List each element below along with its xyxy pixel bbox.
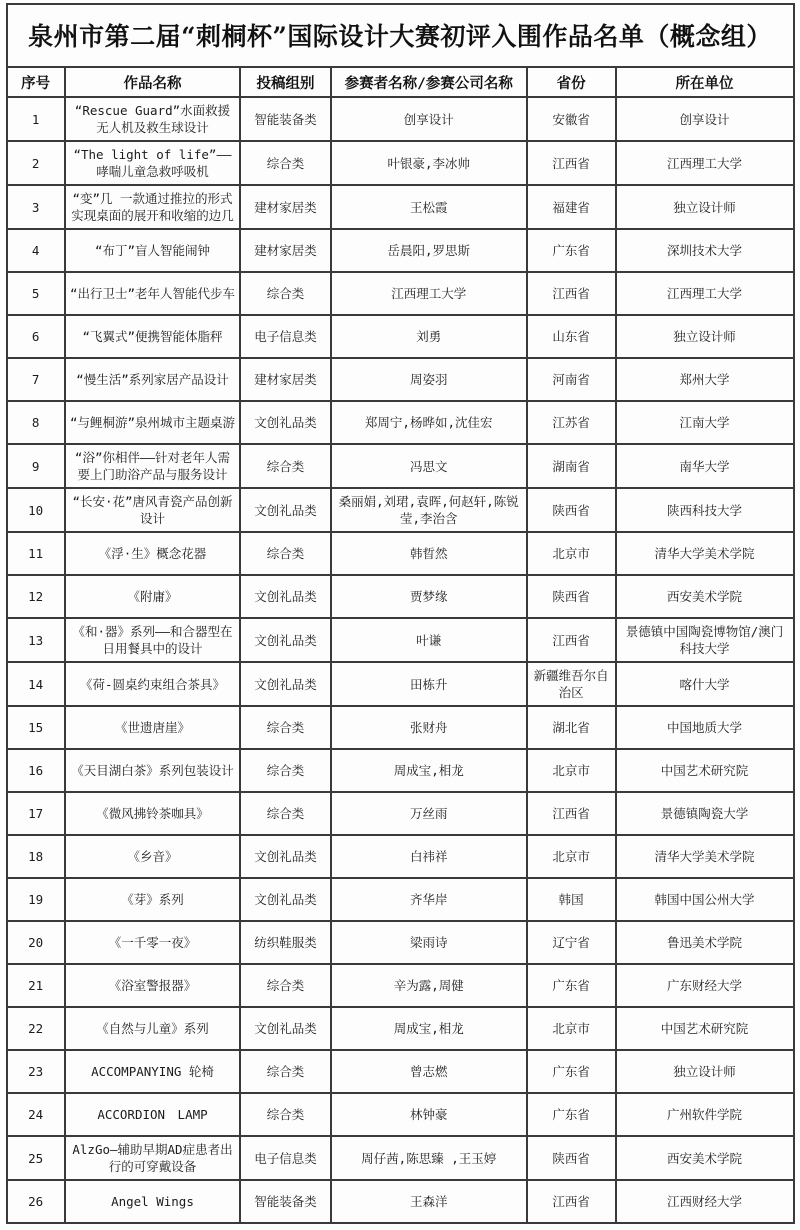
- cell-province: 新疆维吾尔自治区: [527, 662, 616, 706]
- cell-category: 文创礼品类: [240, 835, 331, 878]
- cell-category: 电子信息类: [240, 315, 331, 358]
- col-header-category: 投稿组别: [240, 67, 331, 97]
- col-header-province: 省份: [527, 67, 616, 97]
- table-row: [7, 706, 794, 749]
- cell-participant: 万丝雨: [331, 792, 527, 835]
- cell-index: 20: [7, 921, 65, 964]
- table-row: [7, 575, 794, 618]
- cell-category: 综合类: [240, 1093, 331, 1136]
- cell-work-name: “布丁”盲人智能闹钟: [65, 229, 241, 272]
- cell-province: 北京市: [527, 1007, 616, 1050]
- cell-participant: 王松霞: [331, 185, 527, 229]
- cell-work-name: “与鲤桐游”泉州城市主题桌游: [65, 401, 241, 444]
- cell-work-name: ACCOMPANYING 轮椅: [65, 1050, 241, 1093]
- cell-work-name: 《世遗唐崖》: [65, 706, 241, 749]
- cell-province: 广东省: [527, 1093, 616, 1136]
- cell-category: 文创礼品类: [240, 878, 331, 921]
- cell-unit: 广州软件学院: [616, 1093, 794, 1136]
- cell-work-name: 《天目湖白茶》系列包装设计: [65, 749, 241, 792]
- entries-table: [6, 66, 795, 1224]
- cell-work-name: Angel Wings: [65, 1180, 241, 1223]
- cell-province: 广东省: [527, 964, 616, 1007]
- cell-participant: 周成宝,相龙: [331, 749, 527, 792]
- cell-province: 广东省: [527, 1050, 616, 1093]
- cell-category: 智能装备类: [240, 1180, 331, 1223]
- table-row: [7, 444, 794, 488]
- cell-unit: 景德镇陶瓷大学: [616, 792, 794, 835]
- cell-participant: 江西理工大学: [331, 272, 527, 315]
- header-row: [7, 67, 794, 97]
- cell-province: 北京市: [527, 749, 616, 792]
- cell-work-name: 《浮·生》概念花器: [65, 532, 241, 575]
- cell-unit: 江西财经大学: [616, 1180, 794, 1223]
- cell-participant: 岳晨阳,罗思斯: [331, 229, 527, 272]
- cell-index: 22: [7, 1007, 65, 1050]
- cell-index: 7: [7, 358, 65, 401]
- cell-category: 文创礼品类: [240, 662, 331, 706]
- cell-province: 北京市: [527, 835, 616, 878]
- cell-participant: 刘勇: [331, 315, 527, 358]
- cell-work-name: “Rescue Guard”水面救援无人机及救生球设计: [65, 97, 241, 141]
- table-row: [7, 1136, 794, 1180]
- table-row: [7, 1007, 794, 1050]
- table-row: [7, 272, 794, 315]
- cell-index: 1: [7, 97, 65, 141]
- table-row: [7, 401, 794, 444]
- cell-index: 23: [7, 1050, 65, 1093]
- cell-index: 16: [7, 749, 65, 792]
- cell-index: 12: [7, 575, 65, 618]
- cell-participant: 创享设计: [331, 97, 527, 141]
- cell-participant: 叶银豪,李冰帅: [331, 141, 527, 185]
- table-row: [7, 358, 794, 401]
- cell-work-name: 《附庸》: [65, 575, 241, 618]
- table-row: [7, 921, 794, 964]
- cell-unit: 郑州大学: [616, 358, 794, 401]
- col-header-participant: 参赛者名称/参赛公司名称: [331, 67, 527, 97]
- table-row: [7, 749, 794, 792]
- cell-index: 14: [7, 662, 65, 706]
- cell-work-name: 《自然与儿童》系列: [65, 1007, 241, 1050]
- table-row: [7, 488, 794, 532]
- cell-index: 24: [7, 1093, 65, 1136]
- cell-category: 纺织鞋服类: [240, 921, 331, 964]
- cell-category: 综合类: [240, 706, 331, 749]
- table-row: [7, 835, 794, 878]
- table-row: [7, 315, 794, 358]
- cell-category: 建材家居类: [240, 358, 331, 401]
- cell-category: 文创礼品类: [240, 575, 331, 618]
- cell-province: 江苏省: [527, 401, 616, 444]
- cell-province: 安徽省: [527, 97, 616, 141]
- cell-unit: 清华大学美术学院: [616, 835, 794, 878]
- cell-index: 8: [7, 401, 65, 444]
- cell-province: 江西省: [527, 792, 616, 835]
- document-sheet: [6, 3, 795, 1224]
- cell-category: 建材家居类: [240, 229, 331, 272]
- cell-unit: 中国地质大学: [616, 706, 794, 749]
- cell-unit: 景德镇中国陶瓷博物馆/澳门科技大学: [616, 618, 794, 662]
- cell-participant: 冯思文: [331, 444, 527, 488]
- table-body: [7, 97, 794, 1223]
- cell-province: 江西省: [527, 1180, 616, 1223]
- cell-unit: 喀什大学: [616, 662, 794, 706]
- cell-index: 17: [7, 792, 65, 835]
- cell-province: 陕西省: [527, 488, 616, 532]
- table-row: [7, 185, 794, 229]
- cell-province: 河南省: [527, 358, 616, 401]
- cell-province: 江西省: [527, 141, 616, 185]
- cell-unit: 中国艺术研究院: [616, 1007, 794, 1050]
- cell-participant: 齐华岸: [331, 878, 527, 921]
- table-row: [7, 1180, 794, 1223]
- cell-category: 电子信息类: [240, 1136, 331, 1180]
- cell-work-name: “慢生活”系列家居产品设计: [65, 358, 241, 401]
- cell-province: 福建省: [527, 185, 616, 229]
- cell-category: 综合类: [240, 532, 331, 575]
- cell-index: 19: [7, 878, 65, 921]
- cell-category: 综合类: [240, 141, 331, 185]
- cell-work-name: ACCORDION LAMP: [65, 1093, 241, 1136]
- cell-index: 4: [7, 229, 65, 272]
- cell-category: 综合类: [240, 964, 331, 1007]
- cell-index: 6: [7, 315, 65, 358]
- cell-province: 山东省: [527, 315, 616, 358]
- cell-category: 综合类: [240, 792, 331, 835]
- cell-category: 综合类: [240, 1050, 331, 1093]
- cell-unit: 创享设计: [616, 97, 794, 141]
- cell-work-name: 《浴室警报器》: [65, 964, 241, 1007]
- cell-index: 26: [7, 1180, 65, 1223]
- table-row: [7, 964, 794, 1007]
- cell-unit: 江西理工大学: [616, 272, 794, 315]
- cell-index: 21: [7, 964, 65, 1007]
- cell-work-name: “浴”你相伴——针对老年人需要上门助浴产品与服务设计: [65, 444, 241, 488]
- cell-unit: 江西理工大学: [616, 141, 794, 185]
- cell-category: 文创礼品类: [240, 1007, 331, 1050]
- cell-participant: 王森洋: [331, 1180, 527, 1223]
- table-row: [7, 1093, 794, 1136]
- cell-work-name: AlzGo—辅助早期AD症患者出行的可穿戴设备: [65, 1136, 241, 1180]
- table-row: [7, 141, 794, 185]
- cell-work-name: 《和·器》系列——和合器型在日用餐具中的设计: [65, 618, 241, 662]
- cell-participant: 周仔茜,陈思臻 ,王玉婷: [331, 1136, 527, 1180]
- cell-province: 韩国: [527, 878, 616, 921]
- cell-participant: 林钟豪: [331, 1093, 527, 1136]
- cell-work-name: 《微风拂铃茶咖具》: [65, 792, 241, 835]
- cell-unit: 独立设计师: [616, 315, 794, 358]
- cell-unit: 深圳技术大学: [616, 229, 794, 272]
- cell-unit: 陕西科技大学: [616, 488, 794, 532]
- cell-unit: 鲁迅美术学院: [616, 921, 794, 964]
- cell-participant: 曾志燃: [331, 1050, 527, 1093]
- cell-category: 综合类: [240, 272, 331, 315]
- cell-index: 11: [7, 532, 65, 575]
- col-header-unit: 所在单位: [616, 67, 794, 97]
- cell-work-name: “变”几 一款通过推拉的形式实现桌面的展开和收缩的边几: [65, 185, 241, 229]
- cell-participant: 梁雨诗: [331, 921, 527, 964]
- cell-unit: 广东财经大学: [616, 964, 794, 1007]
- cell-index: 5: [7, 272, 65, 315]
- table-row: [7, 229, 794, 272]
- table-row: [7, 1050, 794, 1093]
- table-row: [7, 878, 794, 921]
- table-row: [7, 532, 794, 575]
- cell-province: 江西省: [527, 618, 616, 662]
- cell-category: 文创礼品类: [240, 488, 331, 532]
- table-row: [7, 662, 794, 706]
- cell-category: 文创礼品类: [240, 618, 331, 662]
- cell-index: 25: [7, 1136, 65, 1180]
- col-header-index: 序号: [7, 67, 65, 97]
- cell-index: 3: [7, 185, 65, 229]
- cell-work-name: 《荷-圆桌约束组合茶具》: [65, 662, 241, 706]
- page-title: 泉州市第二届“刺桐杯”国际设计大赛初评入围作品名单（概念组）: [6, 3, 795, 66]
- cell-work-name: 《一千零一夜》: [65, 921, 241, 964]
- cell-participant: 桑丽娟,刘珺,袁晖,何赵轩,陈锐莹,李治含: [331, 488, 527, 532]
- cell-category: 建材家居类: [240, 185, 331, 229]
- cell-category: 综合类: [240, 444, 331, 488]
- cell-participant: 白祎祥: [331, 835, 527, 878]
- cell-unit: 清华大学美术学院: [616, 532, 794, 575]
- cell-unit: 中国艺术研究院: [616, 749, 794, 792]
- cell-participant: 郑周宁,杨晔如,沈佳宏: [331, 401, 527, 444]
- cell-participant: 周成宝,相龙: [331, 1007, 527, 1050]
- cell-participant: 田栋升: [331, 662, 527, 706]
- cell-province: 陕西省: [527, 575, 616, 618]
- cell-unit: 南华大学: [616, 444, 794, 488]
- cell-province: 江西省: [527, 272, 616, 315]
- cell-province: 广东省: [527, 229, 616, 272]
- table-row: [7, 792, 794, 835]
- cell-category: 文创礼品类: [240, 401, 331, 444]
- cell-unit: 独立设计师: [616, 1050, 794, 1093]
- cell-index: 9: [7, 444, 65, 488]
- cell-unit: 独立设计师: [616, 185, 794, 229]
- cell-unit: 江南大学: [616, 401, 794, 444]
- cell-index: 18: [7, 835, 65, 878]
- cell-participant: 叶谦: [331, 618, 527, 662]
- cell-work-name: “长安·花”唐风青瓷产品创新设计: [65, 488, 241, 532]
- cell-unit: 西安美术学院: [616, 575, 794, 618]
- cell-work-name: “出行卫士”老年人智能代步车: [65, 272, 241, 315]
- cell-index: 10: [7, 488, 65, 532]
- cell-work-name: “The light of life”——哮喘儿童急救呼吸机: [65, 141, 241, 185]
- cell-category: 智能装备类: [240, 97, 331, 141]
- cell-participant: 贾梦缘: [331, 575, 527, 618]
- table-row: [7, 97, 794, 141]
- cell-participant: 张财舟: [331, 706, 527, 749]
- cell-province: 湖南省: [527, 444, 616, 488]
- col-header-work-name: 作品名称: [65, 67, 241, 97]
- cell-index: 2: [7, 141, 65, 185]
- cell-unit: 韩国中国公州大学: [616, 878, 794, 921]
- cell-participant: 辛为露,周健: [331, 964, 527, 1007]
- cell-index: 13: [7, 618, 65, 662]
- cell-work-name: “飞翼式”便携智能体脂秤: [65, 315, 241, 358]
- cell-province: 辽宁省: [527, 921, 616, 964]
- cell-province: 陕西省: [527, 1136, 616, 1180]
- table-row: [7, 618, 794, 662]
- cell-unit: 西安美术学院: [616, 1136, 794, 1180]
- cell-province: 湖北省: [527, 706, 616, 749]
- cell-work-name: 《乡音》: [65, 835, 241, 878]
- cell-work-name: 《芽》系列: [65, 878, 241, 921]
- cell-province: 北京市: [527, 532, 616, 575]
- cell-participant: 韩晢然: [331, 532, 527, 575]
- cell-index: 15: [7, 706, 65, 749]
- cell-category: 综合类: [240, 749, 331, 792]
- cell-participant: 周姿羽: [331, 358, 527, 401]
